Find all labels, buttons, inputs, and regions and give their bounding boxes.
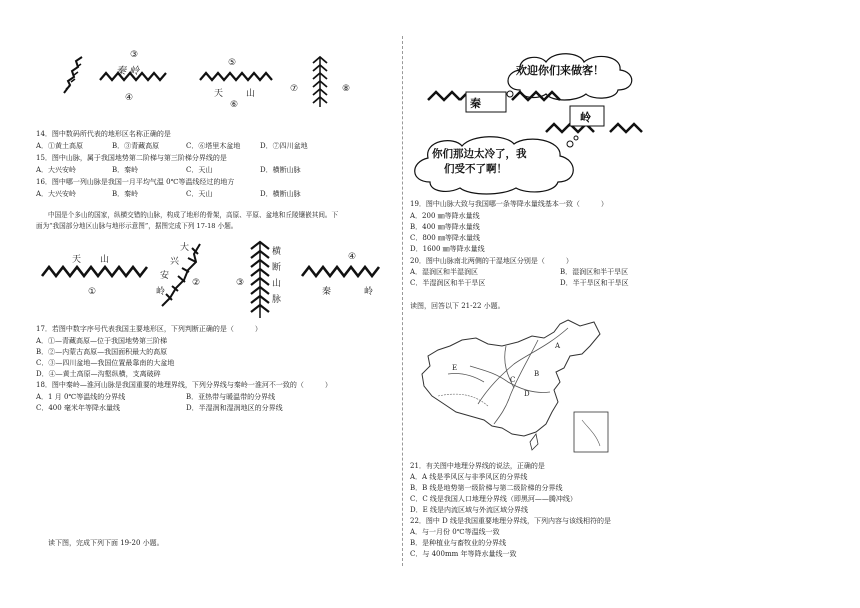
q17-option-a: A．①—青藏高原—位于我国地势第三阶梯: [36, 337, 168, 345]
map-letter-e: E: [452, 364, 458, 372]
map-letter-a: A: [555, 342, 561, 350]
q15-stem: 15．图中山脉，属于我国地势第二阶梯与第三阶梯分界线的是: [36, 154, 227, 162]
q16-option-d: D．横断山脉: [260, 190, 301, 198]
fig1-label-7: ⑦: [290, 84, 299, 94]
fig1-label-tian: 天: [214, 89, 224, 99]
fig1-label-3: ③: [130, 50, 139, 60]
q14-stem: 14．图中数码所代表的地形区名称正确的是: [36, 130, 171, 138]
mountain-hengduan-symbol: [310, 55, 330, 110]
fig2-label-qin: 秦: [322, 287, 332, 297]
fig1-label-4: ④: [125, 93, 134, 103]
fig2-label-an: 安: [160, 271, 170, 281]
q18-option-a: A．1 月 0℃等温线的分界线: [36, 393, 126, 401]
q17-option-c: C．③—四川盆地—我国位置最靠南的大盆地: [36, 359, 175, 367]
fig1-label-shan: 山: [246, 89, 256, 99]
mountain-hengduan-fig2: [248, 240, 272, 320]
q14-option-c: C．⑥塔里木盆地: [186, 142, 241, 150]
fig1-label-6: ⑥: [230, 100, 239, 110]
fig2-label-mai: 脉: [272, 295, 282, 305]
fig2-label-tian: 天: [72, 255, 82, 265]
read-map-instruction: 读图，回答以下 21-22 小题。: [410, 302, 505, 310]
q17-option-b: B．②—内蒙古高原—我国面积最大的高原: [36, 348, 168, 356]
read-below-instruction: 读下图，完成下列下面 19-20 小题。: [48, 539, 164, 547]
q18-option-b: B．亚热带与暖温带的分界线: [186, 393, 276, 401]
fig2-label-1: ①: [88, 287, 97, 297]
q15-option-a: A．大兴安岭: [36, 166, 77, 174]
q22-stem: 22．图中 D 线是我国重要地理分界线，下列内容与该线相符的是: [410, 517, 611, 525]
q14-option-b: B．③青藏高原: [112, 142, 160, 150]
q16-stem: 16．图中哪一列山脉是我国一月平均气温 0℃等温线经过的地方: [36, 178, 235, 186]
q21-option-c: C．C 线是我国人口地理分界线（即黑河——腾冲线）: [410, 495, 577, 503]
fig2-label-heng: 横: [272, 247, 282, 257]
fig1-label-8: ⑧: [342, 84, 351, 94]
fig2-label-xing: 兴: [170, 257, 180, 267]
fig2-label-2: ②: [192, 278, 201, 288]
q20-option-d: D．半干旱区和干旱区: [560, 279, 629, 287]
fig2-label-shan2: 山: [272, 279, 282, 289]
q19-option-c: C．800 ㎜等降水量线: [410, 234, 480, 242]
q15-option-b: B．秦岭: [112, 166, 139, 174]
fig2-label-duan: 断: [272, 263, 282, 273]
q16-option-b: B．秦岭: [112, 190, 139, 198]
q15-option-c: C．天山: [186, 166, 213, 174]
q19-option-b: B．400 ㎜等降水量线: [410, 223, 480, 231]
mountain-qinling-symbol: [100, 70, 170, 82]
q20-option-a: A．湿润区和半湿润区: [410, 268, 479, 276]
q20-stem: 20．图中山脉南北两侧的干湿地区分别是（ ）: [410, 257, 573, 265]
q19-option-d: D．1600 ㎜等降水量线: [410, 245, 485, 253]
q21-option-b: B．B 线是地势第一级阶梯与第二级阶梯的分界线: [410, 484, 563, 492]
fig2-label-da: 大: [180, 243, 190, 253]
q14-option-a: A．①黄土高原: [36, 142, 84, 150]
q17-option-d: D．④—黄土高原—沟壑纵横，支离破碎: [36, 370, 161, 378]
q22-option-b: B．是种植业与畜牧业的分界线: [410, 539, 507, 547]
cloud-text-too-cold-line1: 你们那边太冷了，我: [432, 148, 527, 160]
q18-option-d: D．半湿润和湿润地区的分界线: [186, 404, 283, 412]
mountain-daxinganling-symbol: [62, 55, 92, 95]
china-map-outline: [418, 316, 618, 456]
q15-option-d: D．横断山脉: [260, 166, 301, 174]
fig2-label-4: ④: [348, 252, 357, 262]
map-letter-d: D: [524, 390, 530, 398]
q22-option-c: C．与 400mm 年等降水量线一致: [410, 550, 517, 558]
column-divider: [402, 36, 403, 566]
map-letter-c: C: [510, 376, 516, 384]
fig2-label-shan: 山: [100, 255, 110, 265]
qinling-mountains-drawing: [420, 88, 660, 138]
mountain-tianshan-symbol: [200, 70, 275, 82]
intro-paragraph-line1: 中国是个多山的国家，纵横交错的山脉，构成了地形的骨架，高原、平原、盆地和丘陵镶嵌其间。下: [48, 211, 339, 219]
q18-option-c: C．400 毫米年等降水量线: [36, 404, 120, 412]
intro-paragraph-line2: 面为“我国部分地区山脉与地形示意图”，据图完成下列 17-18 小题。: [36, 222, 238, 230]
q21-option-a: A．A 线是季风区与非季风区的分界线: [410, 473, 528, 481]
q17-stem: 17．若图中数字序号代表我国主要地形区，下列判断正确的是（ ）: [36, 325, 262, 333]
q21-stem: 21．有关图中地理分界线的说法，正确的是: [410, 462, 545, 470]
fig1-label-qinling: 秦 岭: [116, 66, 140, 77]
fig2-label-ling2: 岭: [364, 287, 374, 297]
q19-option-a: A．200 ㎜等降水量线: [410, 212, 480, 220]
q20-option-c: C．半湿润区和半干旱区: [410, 279, 486, 287]
fig2-label-3: ③: [236, 278, 245, 288]
q16-option-c: C．天山: [186, 190, 213, 198]
q14-option-d: D．⑦四川盆地: [260, 142, 308, 150]
q16-option-a: A．大兴安岭: [36, 190, 77, 198]
map-letter-b: B: [534, 370, 540, 378]
mountain-qinling-fig2: [302, 264, 384, 278]
q22-option-a: A．与一月份 0℃等温线一致: [410, 528, 500, 536]
fig1-label-5: ⑤: [228, 58, 237, 68]
cloud-text-too-cold-line2: 们受不了啊！: [444, 163, 507, 175]
q20-option-b: B．湿润区和半干旱区: [560, 268, 629, 276]
q19-stem: 19．图中山脉大致与我国哪一条等降水量线基本一致（ ）: [410, 200, 608, 208]
qinling-label-qin: 秦: [470, 97, 481, 110]
mountain-tianshan-fig2: [42, 264, 150, 278]
cloud-text-welcome: 欢迎你们来做客！: [516, 64, 604, 77]
qinling-label-ling: 岭: [580, 111, 591, 124]
q18-stem: 18．图中秦岭—淮河山脉是我国重要的地理界线，下列分界线与秦岭一淮河不一致的（ ）: [36, 381, 332, 389]
q21-option-d: D．E 线是内流区域与外流区域分界线: [410, 506, 528, 514]
fig2-label-ling: 岭: [156, 287, 166, 297]
